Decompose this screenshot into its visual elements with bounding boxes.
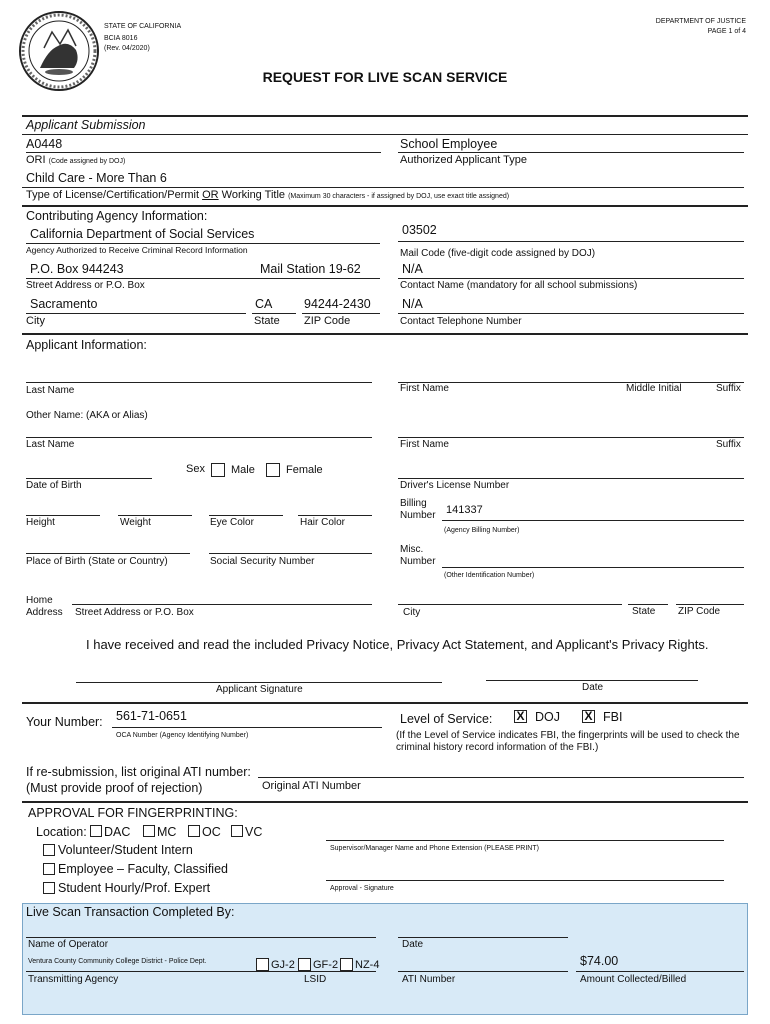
vc-label: VC bbox=[245, 825, 263, 839]
agency-city-label: City bbox=[26, 315, 45, 327]
doj-checkbox[interactable]: X bbox=[514, 710, 527, 723]
volunteer-label: Volunteer/Student Intern bbox=[58, 843, 193, 857]
operator-label: Name of Operator bbox=[28, 939, 109, 950]
oc-checkbox[interactable] bbox=[188, 825, 200, 837]
field-line bbox=[442, 567, 744, 568]
mc-label: MC bbox=[157, 825, 177, 839]
ati-number-label: ATI Number bbox=[402, 974, 456, 985]
field-line bbox=[26, 515, 100, 516]
middle-initial-label: Middle Initial bbox=[626, 383, 682, 394]
field-line bbox=[26, 971, 376, 972]
license-field[interactable]: Child Care - More Than 6 bbox=[26, 171, 167, 185]
dac-label: DAC bbox=[104, 825, 131, 839]
header-revision: (Rev. 04/2020) bbox=[104, 45, 150, 52]
nz4-label: NZ-4 bbox=[355, 959, 380, 971]
transaction-date-label: Date bbox=[402, 939, 424, 950]
approval-heading: APPROVAL FOR FINGERPRINTING: bbox=[28, 806, 238, 820]
mail-code-field[interactable]: 03502 bbox=[402, 223, 437, 237]
contact-phone-label: Contact Telephone Number bbox=[400, 316, 522, 327]
amount-label: Amount Collected/Billed bbox=[580, 974, 687, 985]
volunteer-checkbox[interactable] bbox=[43, 844, 55, 856]
agency-street-label: Street Address or P.O. Box bbox=[26, 280, 145, 291]
other-last-name-label: Last Name bbox=[26, 439, 75, 450]
field-line bbox=[76, 682, 442, 683]
contact-name-field[interactable]: N/A bbox=[402, 262, 423, 276]
nz4-checkbox[interactable] bbox=[340, 958, 353, 971]
first-name-label: First Name bbox=[400, 383, 449, 394]
applicant-type-field[interactable]: School Employee bbox=[400, 137, 498, 151]
field-line bbox=[398, 382, 744, 383]
ori-label: ORI (Code assigned by DOJ) bbox=[26, 154, 126, 166]
original-ati-label: Original ATI Number bbox=[262, 780, 361, 792]
page-title: REQUEST FOR LIVE SCAN SERVICE bbox=[262, 69, 508, 85]
divider bbox=[22, 115, 748, 117]
oc-label: OC bbox=[202, 825, 221, 839]
hair-color-label: Hair Color bbox=[300, 517, 346, 528]
gj2-checkbox[interactable] bbox=[256, 958, 269, 971]
other-suffix-label: Suffix bbox=[716, 439, 741, 450]
resubmission-line-1: If re-submission, list original ATI number: bbox=[26, 765, 251, 779]
agency-state-field[interactable]: CA bbox=[255, 297, 273, 311]
agency-zip-field[interactable]: 94244-2430 bbox=[304, 297, 371, 311]
lsid-label: LSID bbox=[304, 974, 327, 985]
your-number-field[interactable]: 561-71-0651 bbox=[116, 709, 187, 723]
misc-number-note: (Other Identification Number) bbox=[444, 572, 535, 579]
field-line bbox=[26, 243, 380, 244]
field-line bbox=[326, 840, 724, 841]
field-line bbox=[72, 604, 372, 605]
ssn-label: Social Security Number bbox=[210, 556, 315, 567]
field-line bbox=[209, 515, 283, 516]
transmitting-agency-label: Transmitting Agency bbox=[28, 974, 119, 985]
field-line bbox=[398, 604, 622, 605]
your-number-label: Your Number: bbox=[26, 715, 103, 729]
field-line bbox=[302, 313, 380, 314]
field-line bbox=[26, 553, 190, 554]
field-line bbox=[26, 382, 372, 383]
doj-label: DOJ bbox=[535, 710, 560, 724]
mc-checkbox[interactable] bbox=[143, 825, 155, 837]
suffix-label: Suffix bbox=[716, 383, 741, 394]
agency-street-field[interactable]: P.O. Box 944243 bbox=[30, 262, 124, 276]
last-name-label: Last Name bbox=[26, 385, 75, 396]
field-line bbox=[398, 437, 744, 438]
contact-phone-field[interactable]: N/A bbox=[402, 297, 423, 311]
contact-name-label: Contact Name (mandatory for all school submissions) bbox=[400, 280, 638, 291]
field-line bbox=[26, 313, 246, 314]
supervisor-label: Supervisor/Manager Name and Phone Extension (PLEASE PRINT) bbox=[330, 845, 539, 852]
agency-heading: Contributing Agency Information: bbox=[26, 209, 208, 223]
weight-label: Weight bbox=[120, 517, 151, 528]
field-line bbox=[298, 515, 372, 516]
approval-signature-label: Approval - Signature bbox=[330, 885, 394, 892]
location-label: Location: bbox=[36, 825, 87, 839]
billing-number-note: (Agency Billing Number) bbox=[444, 527, 520, 534]
gj2-label: GJ-2 bbox=[271, 959, 295, 971]
field-line bbox=[26, 937, 376, 938]
resubmission-line-2: (Must provide proof of rejection) bbox=[26, 781, 203, 795]
field-line bbox=[26, 478, 152, 479]
header-page: PAGE 1 of 4 bbox=[707, 28, 746, 35]
field-line bbox=[628, 604, 668, 605]
fbi-note-line-1: (If the Level of Service indicates FBI, the fingerprints will be used to check the bbox=[396, 730, 740, 741]
applicant-type-label: Authorized Applicant Type bbox=[400, 154, 527, 166]
agency-name-field[interactable]: California Department of Social Services bbox=[30, 227, 255, 241]
agency-city-field[interactable]: Sacramento bbox=[30, 297, 98, 311]
field-line bbox=[209, 553, 372, 554]
field-line bbox=[442, 520, 744, 521]
field-line bbox=[112, 727, 382, 728]
divider bbox=[22, 333, 748, 335]
transaction-heading: Live Scan Transaction Completed By: bbox=[26, 905, 235, 919]
applicant-signature-label: Applicant Signature bbox=[216, 684, 303, 695]
fbi-note-line-2: criminal history record information of the FBI.) bbox=[396, 742, 599, 753]
field-line bbox=[398, 241, 744, 242]
header-state: STATE OF CALIFORNIA bbox=[104, 23, 182, 30]
field-line bbox=[398, 152, 744, 153]
privacy-statement: I have received and read the included Privacy Notice, Privacy Act Statement, and Applicant's Privacy Rights. bbox=[86, 637, 709, 652]
gf2-label: GF-2 bbox=[313, 959, 339, 971]
level-of-service-label: Level of Service: bbox=[400, 712, 493, 726]
field-line bbox=[118, 515, 192, 516]
fbi-label: FBI bbox=[603, 710, 623, 724]
student-hourly-checkbox[interactable] bbox=[43, 882, 55, 894]
employee-label: Employee – Faculty, Classified bbox=[58, 862, 228, 876]
divider bbox=[22, 205, 748, 207]
other-first-name-label: First Name bbox=[400, 439, 449, 450]
ori-field[interactable]: A0448 bbox=[26, 137, 63, 151]
agency-name-label: Agency Authorized to Receive Criminal Record Information bbox=[26, 245, 248, 255]
header-department: DEPARTMENT OF JUSTICE bbox=[655, 18, 746, 25]
field-line bbox=[26, 278, 380, 279]
female-label: Female bbox=[286, 464, 323, 476]
other-name-label: Other Name: (AKA or Alias) bbox=[26, 410, 148, 421]
place-of-birth-label: Place of Birth (State or Country) bbox=[26, 556, 168, 567]
divider bbox=[22, 134, 748, 135]
field-line bbox=[252, 313, 296, 314]
header-form-id: BCIA 8016 bbox=[104, 35, 138, 42]
field-line bbox=[398, 278, 744, 279]
license-label: Type of License/Certification/Permit OR Working Title (Maximum 30 characters - if assigned by DOJ, use exact title assigned) bbox=[26, 189, 510, 201]
field-line bbox=[26, 152, 381, 153]
divider bbox=[22, 702, 748, 704]
agency-state-label: State bbox=[254, 315, 280, 327]
eye-color-label: Eye Color bbox=[210, 517, 254, 528]
field-line bbox=[258, 777, 744, 778]
gf2-checkbox[interactable] bbox=[298, 958, 311, 971]
fbi-checkbox[interactable]: X bbox=[582, 710, 595, 723]
field-line bbox=[26, 437, 372, 438]
dob-label: Date of Birth bbox=[26, 480, 82, 491]
field-line bbox=[676, 604, 744, 605]
mail-code-label: Mail Code (five-digit code assigned by DOJ) bbox=[400, 248, 596, 259]
vc-checkbox[interactable] bbox=[231, 825, 243, 837]
home-street-label: Street Address or P.O. Box bbox=[75, 607, 194, 618]
applicant-info-heading: Applicant Information: bbox=[26, 338, 147, 352]
oca-number-note: OCA Number (Agency Identifying Number) bbox=[116, 732, 249, 739]
height-label: Height bbox=[26, 517, 55, 528]
signature-date-label: Date bbox=[582, 682, 604, 693]
field-line bbox=[22, 187, 744, 188]
female-checkbox[interactable] bbox=[266, 463, 280, 477]
applicant-submission-heading: Applicant Submission bbox=[26, 118, 146, 132]
male-label: Male bbox=[231, 464, 255, 476]
home-zip-label: ZIP Code bbox=[678, 606, 721, 617]
student-hourly-label: Student Hourly/Prof. Expert bbox=[58, 881, 211, 895]
field-line bbox=[326, 880, 724, 881]
field-line bbox=[486, 680, 698, 681]
sex-label: Sex bbox=[186, 463, 205, 475]
agency-zip-label: ZIP Code bbox=[304, 315, 351, 327]
dac-checkbox[interactable] bbox=[90, 825, 102, 837]
field-line bbox=[398, 313, 744, 314]
field-line bbox=[398, 478, 744, 479]
drivers-license-label: Driver's License Number bbox=[400, 480, 510, 491]
employee-checkbox[interactable] bbox=[43, 863, 55, 875]
field-line bbox=[398, 937, 568, 938]
misc-number-label: Misc. Number bbox=[400, 544, 436, 567]
billing-number-label: Billing Number bbox=[400, 498, 436, 521]
divider bbox=[22, 801, 748, 803]
home-city-label: City bbox=[403, 607, 421, 618]
home-state-label: State bbox=[632, 606, 656, 617]
mail-station-field[interactable]: Mail Station 19-62 bbox=[260, 262, 361, 276]
home-address-label: Home Address bbox=[26, 595, 63, 618]
field-line bbox=[398, 971, 568, 972]
billing-number-field[interactable]: 141337 bbox=[446, 504, 483, 516]
transmitting-agency-field[interactable]: Ventura County Community College District - Police Dept. bbox=[28, 958, 207, 965]
field-line bbox=[576, 971, 744, 972]
male-checkbox[interactable] bbox=[211, 463, 225, 477]
amount-field[interactable]: $74.00 bbox=[580, 954, 619, 968]
